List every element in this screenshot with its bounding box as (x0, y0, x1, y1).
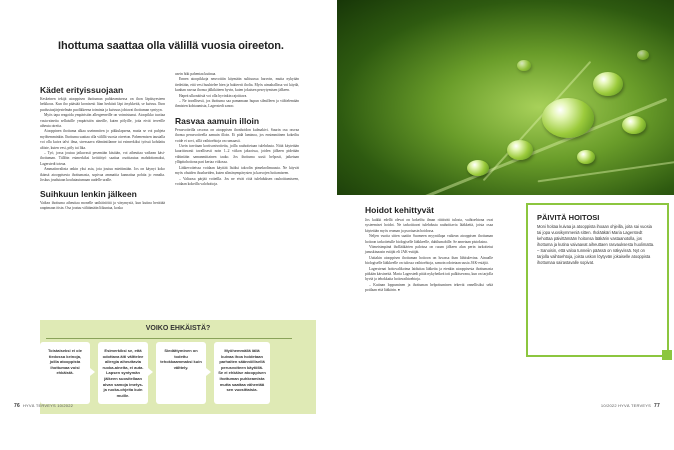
paragraph: Neljen vuotta sitten saatiin Suomeen myyntilupa vaikean atooppisen ihottuman hoitoon tarkoitetulle biologiselle lääkkeelle, duhilumabille. Se annetaan pistoksina. (365, 234, 493, 244)
subhead-kadet: Kädet erityissuojaan (40, 85, 124, 95)
footer-text: HYVÄ TERVEYS 10/2022 (22, 403, 74, 408)
paragraph: Hapeä ulkonäöstä voi olla hyvinkin rajoittava. (179, 93, 248, 98)
text-column-3 (365, 205, 493, 294)
text-column-2 (175, 72, 299, 187)
paragraph: usein hiki pahentaa kutinaa. (175, 72, 217, 76)
sidebar-title: PÄIVITÄ HOITOSI (537, 213, 600, 222)
paragraph: – Työ, jossa joutuu jatkuvasti pesemään käsiään, voi aiheuttaa vaikean käsi-ihottuman. Tällöin esimerkiksi keittiötyö saattaa osoittautua mahdottomaksi, Lagerstedt toteaa. (40, 151, 165, 166)
subhead-hoidot: Hoidot kehittyvät (365, 205, 434, 215)
paragraph: Myös tapa reagoida ympäristön allergeeneille on voimistunut. Atoopikko tuottaa vasta-aineita sellaisille ympäristön aineille, kuten pölyille, joita eivät terveille aiheuta oireita. (40, 113, 165, 129)
info-bubble: Toistaiseksi ei ole tiedossa keinoja, joilla atooppista ihottumaa voisi ehkäistä. (40, 342, 90, 404)
sidebar-text: Moni hoitaa kuivaa ja atooppista ihoaan ohjeilla, joita sai vuosia tai jopa vuosikymmeniä sitten. Iholääkäri Maria Lagerstedt kehottaa päivittämään hoitonsa lääkärin vastaanotolla, jos ihottuma ja kutina vaivaavat aiheuttaen rasvauksesta huolimatta. – Sanoisin, että valoa tunneiin päässä on näkyvissä. Nyt on tarjolla vaihtoehtoja, joista uskon löytyvän jokaiselle atooppista ihottumaa sairastavalle sopivat. (537, 224, 655, 265)
info-bubble: Siedättyminen on todettu tehokkaammaksi kuin välttely. (156, 342, 206, 404)
prevention-box (40, 320, 316, 414)
paragraph: Keskeinen tekijä atooppisen ihottuman puhkeamisessa on ihon läpäisyesteen heikkous. Kun iho päästää kronisesti liian herkästi läpi ärsykkeitä, se kuivuu. Ihon puolustusjärjestelmän puolikkeena toiminta ja kuivuus johtavat ihottuman syntyyn. (40, 97, 165, 112)
left-footer (14, 403, 73, 409)
prevention-box-title: VOIKO EHKÄISTÄ? (145, 325, 211, 332)
paragraph: Viimeisimpänä ihollääkärien paloissa on ruoan jälkeen alun perin tarkoitetut januskinaasin estäjät eli JAK-estäjät. (365, 245, 493, 255)
paragraph: – Valtaosa pärjää voiteilla. Jos ne eivät riitä tulehduksen rauhoittamiseen, voidaan kokeilla valohoitoja. (175, 176, 299, 186)
update-treatment-sidebar (526, 203, 669, 357)
paragraph: Vaikea ihottuma aiheuttaa monelle unihäiriöitä ja väsymystä, kun kutina herättää raapimaan öisin. Osa joutuu välttämään liikuntaa, koska (40, 200, 165, 210)
right-footer (601, 403, 660, 409)
page-number: 77 (654, 403, 660, 409)
info-bubble: Esimerkiksi se, että odottava äiti välttelee allergia aiheuttavia ruoka-aineita, ei auta. Lapsen syntymän jälkeen suositellaan aivan samoja imetys- ja ruoka-ohjeita kuin muille. (98, 342, 148, 404)
right-page (337, 0, 674, 450)
paragraph: Perusvoiteilla rasvaus on atooppisen ihonhoidon kulmakivi. Suurin osa rasvaa ihonsa perusvoiteella aamuin illoin. Ei pidä laminoa, jos ensimmäinen kokeiltu voide ei sovi, sillä vaihtoehtoja on runsaasti. (175, 127, 299, 143)
page-number: 76 (14, 403, 20, 409)
paragraph: Usein tarvitaan kortisonivoiteita, joilla rauhoitetaan tulehdusta. Niitä käytetään kuurittavasti tavallisesti noin 1–2 viikon jaksoissa, joiden jälkeen pidetään vähintään samanmittainen tauko. Jos ihottuma uusii helposti, jatketaan ylläpitohoitona pari kertaa viikossa. (175, 144, 299, 165)
text-column-1 (40, 85, 165, 211)
paragraph: Ammatinvalinta onkin yksi asia, jota joutuu miettimään. Jos on käynyt koko ikänsä atooppisesta ihottumasta, sopivaa ammattia kannattaa pohtia jo ennalta. Joskus joudutaan koulutautumaan uudelle uralle. (40, 167, 165, 183)
article-headline: Ihottuma saattaa olla välillä vuosia oireeton. (58, 40, 284, 52)
footer-text: 10/2022 HYVÄ TERVEYS (600, 403, 652, 408)
sidebar-corner-accent (662, 350, 672, 360)
paragraph: Lääkevoiteissa voidaan käyttää lisäksi takrolin pimekrolimuusta. Ne käyvät myös ohuiden ihoalueiden, kuten silmänympärysten ja kasvojen hoitamiseen. (175, 165, 299, 176)
subhead-suihkuun: Suihkuun lenkin jälkeen (40, 188, 137, 199)
paragraph: – Ne tavallisesti, jos ihottuma saa pamamaan hupun silmilleen ja välttelemään ihmisten kohtaamista, Lagerstedt sanoo. (175, 99, 299, 109)
paragraph: Jos kaikki edellä olevat on kokeiltu ilman riittävää tulosta, vaihtoehtona ovat systeemiset hoidot. Ne tarkoittavat tulehdusta rauhoittavia lääkkeitä, joista osaa käytetään myös reuman ja psoriaasin hoidossa. (365, 218, 493, 233)
info-bubble: Myöhemmällä iällä kuivaa ihoa hoidetaan parhaiten säännöllisellä perusvoiteen käytöllä. Se ei ehkäise atooppisen ihottuman puhkeamista mutta saattaa vähentää sen vuosittaisia. (214, 342, 270, 404)
paragraph: Lagerstenat hoitovalikoima laiduttaa lääkeita ja etenkin atooppisesta ihottumasta pitkään kärsineitä. Maria Lagerstedt pitää nykyhetkeä toti palkitsevana, kun on tarjolla hyviä ja tehokkaita hoitovaihtoehtoja. (365, 266, 493, 282)
paragraph: Ennen atoopikkoja neuvottiin käymään sulttuussa harvoin, mutta nykyään tiedetään, että vesi huuhtelee hien ja bakteerit iholta. Myös uimahallissa voi käydä, kunhan rasvaa ihonsa jälkikäteen hyvin, kuten jokaisen peseytymisen jälkeen. (175, 77, 299, 93)
paragraph: – Kutinan loppuminen ja ihottuman helpottuminen tekevät onnellisiksi sekä potilaan että lääkärin. ● (365, 282, 493, 293)
leaf-water-drops-photo (337, 0, 674, 195)
subhead-rasvaa: Rasvaa aamuin illoin (175, 115, 260, 126)
paragraph: Atooppinen ihottuma alkaa useimmiten jo pikkulapsena, mutta se voi puhjeta myöhemminkin. Ihottuma saattaa olla välillä vuosia oireeton. Pahenemisen taustalla voi olla kuiva talvi ilma, stressaava elämäntilanne tai esimerkiksi työssä kohdattu altiste, kuten vesi, pöly tai lika. (40, 129, 165, 150)
paragraph: Uuttakin atooppisen ihottuman hoitoon on luvassa ihan lähitulevina. Ainoalle biologiselle lääkkeelle on tulossa vaihtoehtoja, samoin odotetaan uusia JAK-estäjiä. (365, 255, 493, 266)
